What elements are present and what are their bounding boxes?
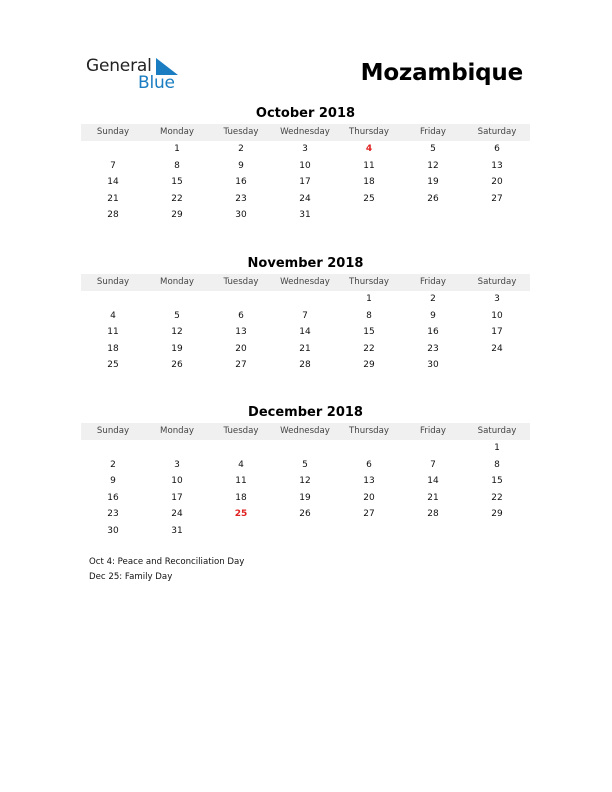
day-cell: 31 — [299, 210, 311, 221]
week-row — [81, 341, 530, 358]
day-cell — [401, 440, 465, 457]
day-cell: 7 — [110, 160, 116, 171]
weekday-label: Monday — [160, 127, 194, 137]
day-cell: 9 — [430, 310, 436, 321]
day-cell: 3 — [494, 294, 500, 304]
day-cell: 18 — [107, 343, 119, 354]
day-cell: 22 — [491, 492, 503, 503]
day-cell: 14 — [107, 177, 119, 188]
day-cell: 28 — [427, 509, 439, 520]
day-cell: 9 — [110, 476, 116, 487]
day-cell: 11 — [235, 476, 247, 487]
weekday-label: Saturday — [477, 277, 517, 287]
weekday-label: Sunday — [96, 277, 130, 287]
day-cell: 23 — [235, 193, 247, 204]
day-cell: 10 — [491, 310, 503, 321]
day-cell: 7 — [430, 459, 436, 470]
day-cell: 3 — [302, 144, 308, 154]
day-cell — [465, 207, 529, 224]
week-row — [81, 440, 530, 457]
weekday-header — [81, 124, 530, 141]
general-blue-logo — [86, 55, 186, 95]
day-cell: 16 — [235, 177, 247, 188]
day-cell: 27 — [235, 360, 247, 371]
day-cell: 11 — [363, 160, 375, 171]
day-cell: 29 — [491, 509, 503, 520]
weekday-label: Saturday — [477, 127, 517, 137]
month-december — [81, 405, 530, 540]
day-cell: 18 — [235, 492, 247, 503]
day-cell: 5 — [302, 459, 308, 470]
day-cell — [81, 141, 145, 158]
holiday-note: Oct 4: Peace and Reconciliation Day — [89, 557, 245, 567]
day-cell: 6 — [494, 144, 500, 154]
day-cell: 1 — [366, 294, 372, 304]
week-row — [81, 523, 530, 540]
day-cell — [81, 440, 145, 457]
day-cell: 21 — [427, 492, 439, 503]
day-cell: 10 — [171, 476, 183, 487]
day-cell — [401, 523, 465, 540]
weekday-label: Friday — [419, 426, 447, 436]
day-cell: 19 — [171, 343, 183, 354]
month-november — [81, 256, 530, 374]
day-cell: 30 — [107, 525, 119, 536]
day-cell: 5 — [430, 144, 436, 154]
month-title: December 2018 — [248, 405, 363, 420]
day-cell: 21 — [299, 343, 311, 354]
day-cell: 30 — [235, 210, 247, 221]
weekday-label: Saturday — [477, 426, 517, 436]
weekday-label: Monday — [160, 426, 194, 436]
day-cell — [337, 523, 401, 540]
day-cell: 10 — [299, 160, 311, 171]
day-cell — [465, 523, 529, 540]
day-cell: 1 — [174, 144, 180, 154]
day-cell: 2 — [238, 144, 244, 154]
day-cell: 9 — [238, 160, 244, 171]
week-row — [81, 457, 530, 474]
day-cell: 7 — [302, 310, 308, 321]
day-cell: 15 — [363, 327, 375, 338]
day-cell: 5 — [174, 310, 180, 321]
month-title: October 2018 — [255, 106, 356, 121]
day-cell: 22 — [171, 193, 183, 204]
day-cell: 24 — [171, 509, 183, 520]
day-cell: 28 — [299, 360, 311, 371]
day-cell — [145, 291, 209, 308]
weekday-label: Sunday — [96, 426, 130, 436]
day-cell: 20 — [363, 492, 375, 503]
day-cell — [337, 440, 401, 457]
day-cell: 4 — [110, 310, 116, 321]
day-cell: 14 — [427, 476, 439, 487]
day-cell — [465, 357, 529, 374]
day-cell: 4 — [238, 459, 244, 470]
day-cell: 26 — [171, 360, 183, 371]
week-row — [81, 191, 530, 208]
day-cell — [209, 440, 273, 457]
day-cell: 30 — [427, 360, 439, 371]
day-cell: 25 — [363, 193, 375, 204]
day-cell: 8 — [174, 160, 180, 171]
day-cell: 6 — [238, 310, 244, 321]
day-cell: 14 — [299, 327, 311, 338]
day-cell: 20 — [491, 177, 503, 188]
weekday-label: Sunday — [96, 127, 130, 137]
week-row — [81, 506, 530, 523]
day-cell: 8 — [366, 310, 372, 321]
weekday-label: Thursday — [349, 426, 389, 436]
holiday-note: Dec 25: Family Day — [89, 571, 173, 582]
day-cell: 18 — [363, 177, 375, 188]
day-cell: 31 — [171, 525, 183, 536]
country-title: Mozambique — [360, 60, 523, 86]
day-cell: 6 — [366, 459, 372, 470]
day-cell: 17 — [299, 177, 311, 188]
day-cell: 13 — [491, 160, 503, 171]
day-cell: 17 — [491, 327, 503, 338]
day-cell: 1 — [494, 443, 500, 453]
day-cell: 26 — [427, 193, 439, 204]
week-row — [81, 324, 530, 341]
month-october — [81, 106, 530, 224]
holiday-day-cell: 4 — [365, 144, 373, 154]
week-row — [81, 357, 530, 374]
day-cell: 24 — [491, 343, 503, 354]
day-cell: 15 — [171, 177, 183, 188]
day-cell: 22 — [363, 343, 375, 354]
week-row — [81, 308, 530, 325]
week-row — [81, 141, 530, 158]
weekday-label: Thursday — [349, 127, 389, 137]
day-cell: 2 — [430, 294, 436, 304]
day-cell: 27 — [491, 193, 503, 204]
day-cell: 23 — [427, 343, 439, 354]
day-cell: 20 — [235, 343, 247, 354]
week-row — [81, 174, 530, 191]
day-cell: 17 — [171, 492, 183, 503]
day-cell: 25 — [107, 360, 119, 371]
day-cell: 21 — [107, 193, 119, 204]
weekday-label: Wednesday — [280, 127, 330, 137]
weekday-label: Friday — [419, 277, 447, 287]
day-cell: 13 — [363, 476, 375, 487]
week-row — [81, 291, 530, 308]
day-cell — [209, 291, 273, 308]
weekday-label: Wednesday — [280, 426, 330, 436]
day-cell: 27 — [363, 509, 375, 520]
day-cell: 8 — [494, 459, 500, 470]
day-cell: 3 — [174, 459, 180, 470]
day-cell — [209, 523, 273, 540]
day-cell: 15 — [491, 476, 503, 487]
weekday-label: Monday — [160, 277, 194, 287]
day-cell — [273, 291, 337, 308]
day-cell: 2 — [110, 459, 116, 470]
day-cell: 12 — [427, 160, 439, 171]
day-cell: 29 — [363, 360, 375, 371]
day-cell: 24 — [299, 193, 311, 204]
day-cell: 26 — [299, 509, 311, 520]
day-cell — [81, 291, 145, 308]
weekday-label: Tuesday — [223, 127, 259, 137]
week-row — [81, 473, 530, 490]
logo-text-general: General — [86, 56, 152, 76]
day-cell: 16 — [107, 492, 119, 503]
weekday-label: Friday — [419, 127, 447, 137]
day-cell: 23 — [107, 509, 119, 520]
day-cell: 13 — [235, 327, 247, 338]
weekday-label: Tuesday — [223, 277, 259, 287]
day-cell: 19 — [427, 177, 439, 188]
holiday-notes — [89, 555, 244, 584]
logo-text-blue: Blue — [138, 73, 175, 93]
day-cell: 16 — [427, 327, 439, 338]
day-cell: 12 — [171, 327, 183, 338]
week-row — [81, 207, 530, 224]
day-cell: 19 — [299, 492, 311, 503]
day-cell — [337, 207, 401, 224]
weekday-header — [81, 274, 530, 291]
day-cell: 11 — [107, 327, 119, 338]
weekday-header — [81, 423, 530, 440]
week-row — [81, 158, 530, 175]
day-cell — [273, 523, 337, 540]
day-cell: 29 — [171, 210, 183, 221]
weekday-label: Thursday — [349, 277, 389, 287]
day-cell — [145, 440, 209, 457]
day-cell: 12 — [299, 476, 311, 487]
week-row — [81, 490, 530, 507]
holiday-day-cell: 25 — [234, 509, 248, 520]
month-title: November 2018 — [247, 256, 364, 271]
weekday-label: Wednesday — [280, 277, 330, 287]
day-cell — [401, 207, 465, 224]
day-cell — [273, 440, 337, 457]
day-cell: 28 — [107, 210, 119, 221]
weekday-label: Tuesday — [223, 426, 259, 436]
